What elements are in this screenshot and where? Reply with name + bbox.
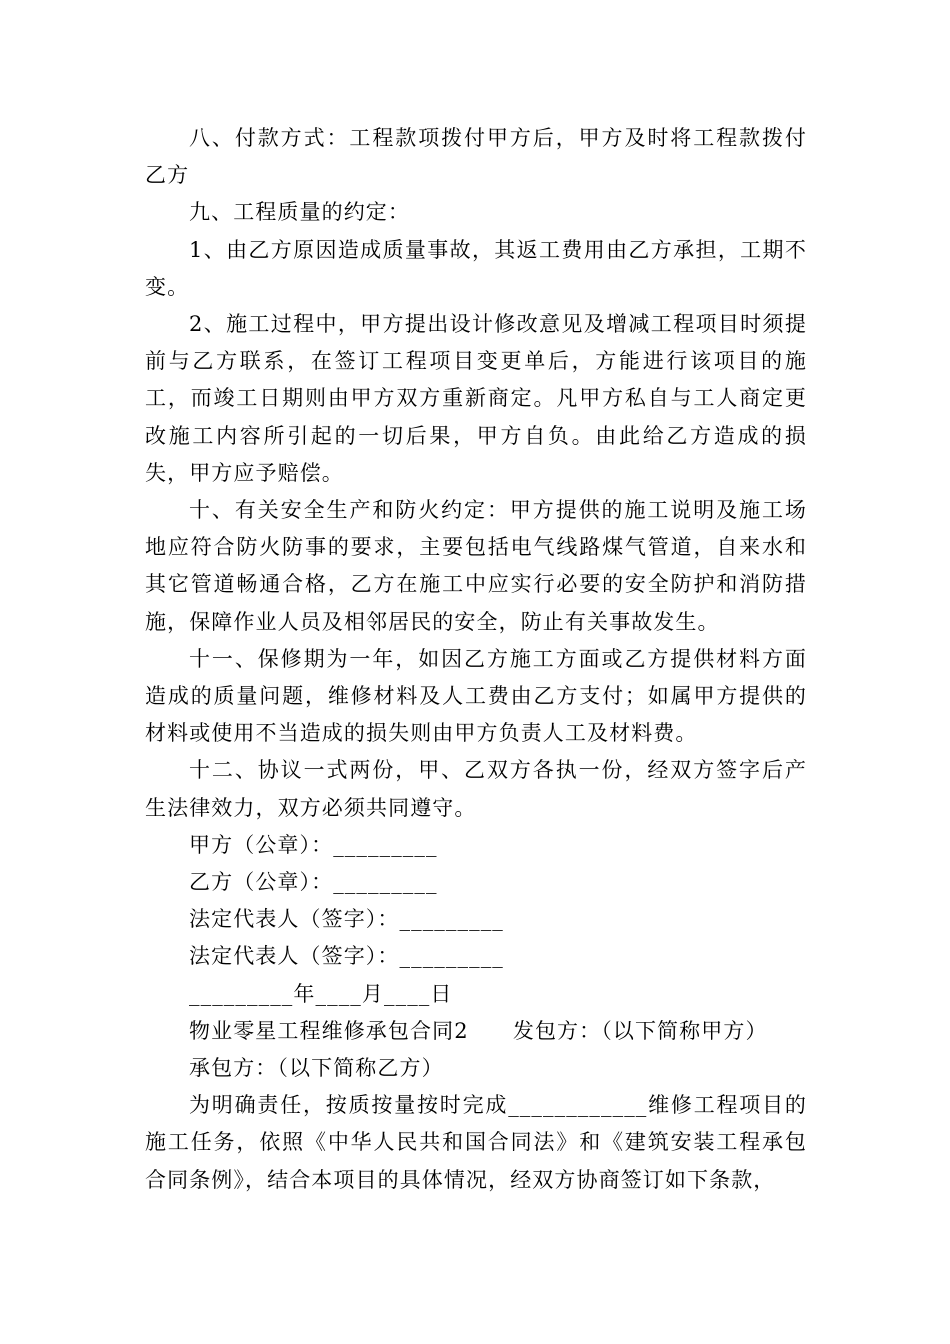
clause-9-item-1: 1、由乙方原因造成质量事故，其返工费用由乙方承担，工期不变。 xyxy=(145,237,807,299)
clause-9-item-2: 2、施工过程中，甲方提出设计修改意见及增减工程项目时须提前与乙方联系，在签订工程项目变更单后，方能进行该项目的施工，而竣工日期则由甲方双方重新商定。凡甲方私自与工人商定更改施工内容所引起的一切后果，甲方自负。由此给乙方造成的损失，甲方应予赔偿。 xyxy=(145,312,807,485)
contract-2-heading: 物业零星工程维修承包合同2 发包方：（以下简称甲方） xyxy=(189,1018,768,1043)
clause-11-warranty: 十一、保修期为一年，如因乙方施工方面或乙方提供材料方面造成的质量问题，维修材料及人工费由乙方支付；如属甲方提供的材料或使用不当造成的损失则由甲方负责人工及材料费。 xyxy=(145,646,807,746)
clause-12-copies: 十二、协议一式两份，甲、乙双方各执一份，经双方签字后产生法律效力，双方必须共同遵守。 xyxy=(145,758,807,820)
signature-party-a: 甲方（公章）：_________ xyxy=(189,832,438,857)
document-body xyxy=(145,120,807,1199)
signature-legal-rep-1: 法定代表人（签字）：_________ xyxy=(189,907,504,932)
signature-date: _________年____月____日 xyxy=(189,981,453,1006)
signature-party-b: 乙方（公章）：_________ xyxy=(189,870,438,895)
clause-10-safety: 十、有关安全生产和防火约定：甲方提供的施工说明及施工场地应符合防火防事的要求，主要包括电气线路煤气管道，自来水和其它管道畅通合格，乙方在施工中应实行必要的安全防护和消防措施，保障作业人员及相邻居民的安全，防止有关事故发生。 xyxy=(145,498,807,634)
contract-2-contractor: 承包方：（以下简称乙方） xyxy=(189,1056,444,1081)
clause-8-payment: 八、付款方式：工程款项拨付甲方后，甲方及时将工程款拨付乙方 xyxy=(145,126,807,188)
signature-legal-rep-2: 法定代表人（签字）：_________ xyxy=(189,944,504,969)
contract-2-intro: 为明确责任，按质按量按时完成____________维修工程项目的施工任务，依照《中华人民共和国合同法》和《建筑安装工程承包合同条例》，结合本项目的具体情况，经双方协商签订如下条款， xyxy=(145,1093,807,1192)
clause-9-heading: 九、工程质量的约定： xyxy=(189,200,410,225)
